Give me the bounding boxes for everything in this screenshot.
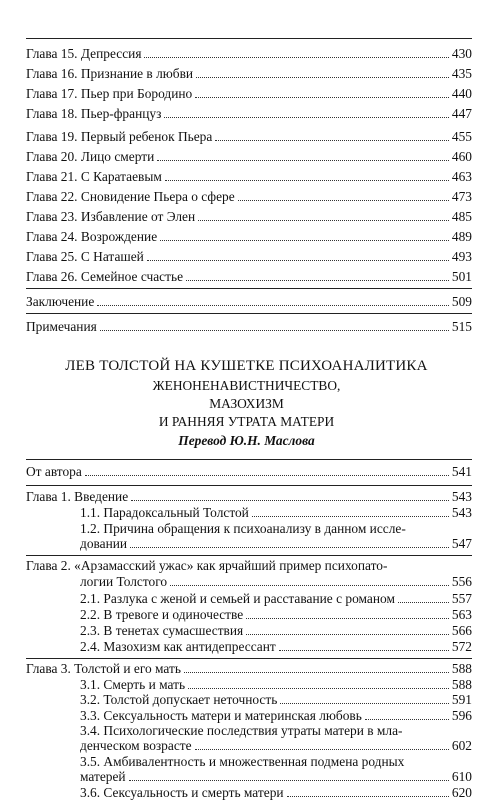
divider (26, 313, 472, 314)
toc-subentry: 3.1. Смерть и мать 588 (80, 677, 472, 693)
toc-entry: Глава 15. Депрессия 430 (26, 46, 472, 61)
toc-entry: Заключение 509 (26, 294, 472, 309)
toc-subentry: 2.1. Разлука с женой и семьей и расставание с романом 557 (80, 590, 472, 606)
toc-entry: От автора 541 (26, 463, 472, 479)
divider (26, 38, 472, 39)
translator-credit: Перевод Ю.Н. Маслова (178, 433, 315, 448)
toc-chapter: Глава 3. Толстой и его мать 588 (26, 661, 472, 677)
toc-subentry-line: 3.4. Психологические последствия утраты матери в мла- (80, 722, 403, 738)
divider (26, 459, 472, 460)
toc-chapter-line: Глава 2. «Арзамасский ужас» как ярчайший пример психопато- (26, 558, 388, 574)
toc-subentry: 2.2. В тревоге и одиночестве 563 (80, 606, 472, 622)
toc-subentry: довании 547 (80, 535, 472, 551)
toc-subentry: денческом возрасте 602 (80, 738, 472, 753)
toc-entry: Примечания 515 (26, 319, 472, 334)
divider (26, 485, 472, 486)
toc-entry: Глава 16. Признание в любви 435 (26, 66, 472, 81)
toc-subentry: 3.6. Сексуальность и смерть матери 620 (80, 784, 472, 800)
toc-subentry: 2.4. Мазохизм как антидепрессант 572 (80, 638, 472, 654)
toc-subentry: матерей 610 (80, 769, 472, 784)
section-subtitle-line: ЖЕНОНЕНАВИСТНИЧЕСТВО, (152, 378, 341, 393)
toc-entry: Глава 21. С Каратаевым 463 (26, 169, 472, 184)
toc-entry: Глава 17. Пьер при Бородино 440 (26, 86, 472, 101)
toc-chapter: логии Толстого 556 (80, 574, 472, 590)
toc-subentry: 3.2. Толстой допускает неточность 591 (80, 692, 472, 708)
toc-entry: Глава 18. Пьер-француз 447 (26, 106, 472, 121)
toc-entry: Глава 23. Избавление от Элен 485 (26, 209, 472, 224)
toc-entry: Глава 26. Семейное счастье 501 (26, 269, 472, 284)
toc-entry: Глава 19. Первый ребенок Пьера 455 (26, 129, 472, 144)
toc-entry: Глава 24. Возрождение 489 (26, 229, 472, 244)
toc-entry: Глава 25. С Наташей 493 (26, 249, 472, 264)
toc-subentry-line: 3.5. Амбивалентность и множественная подмена родных (80, 753, 405, 769)
divider (26, 288, 472, 289)
divider (26, 658, 472, 659)
toc-subentry: 1.1. Парадоксальный Толстой 543 (80, 504, 472, 520)
divider (26, 555, 472, 556)
toc-entry: Глава 22. Сновидение Пьера о сфере 473 (26, 189, 472, 204)
section-subtitle-line: И РАННЯЯ УТРАТА МАТЕРИ (158, 414, 335, 429)
toc-subentry-line: 1.2. Причина обращения к психоанализу в данном иссле- (80, 520, 406, 536)
toc-subentry: 3.3. Сексуальность матери и материнская любовь 596 (80, 707, 472, 723)
toc-subentry: 2.3. В тенетах сумасшествия 566 (80, 622, 472, 638)
section-title: ЛЕВ ТОЛСТОЙ НА КУШЕТКЕ ПСИХОАНАЛИТИКА (65, 358, 428, 374)
toc-entry: Глава 20. Лицо смерти 460 (26, 149, 472, 164)
section-subtitle-line: МАЗОХИЗМ (209, 396, 284, 411)
toc-chapter: Глава 1. Введение 543 (26, 488, 472, 504)
